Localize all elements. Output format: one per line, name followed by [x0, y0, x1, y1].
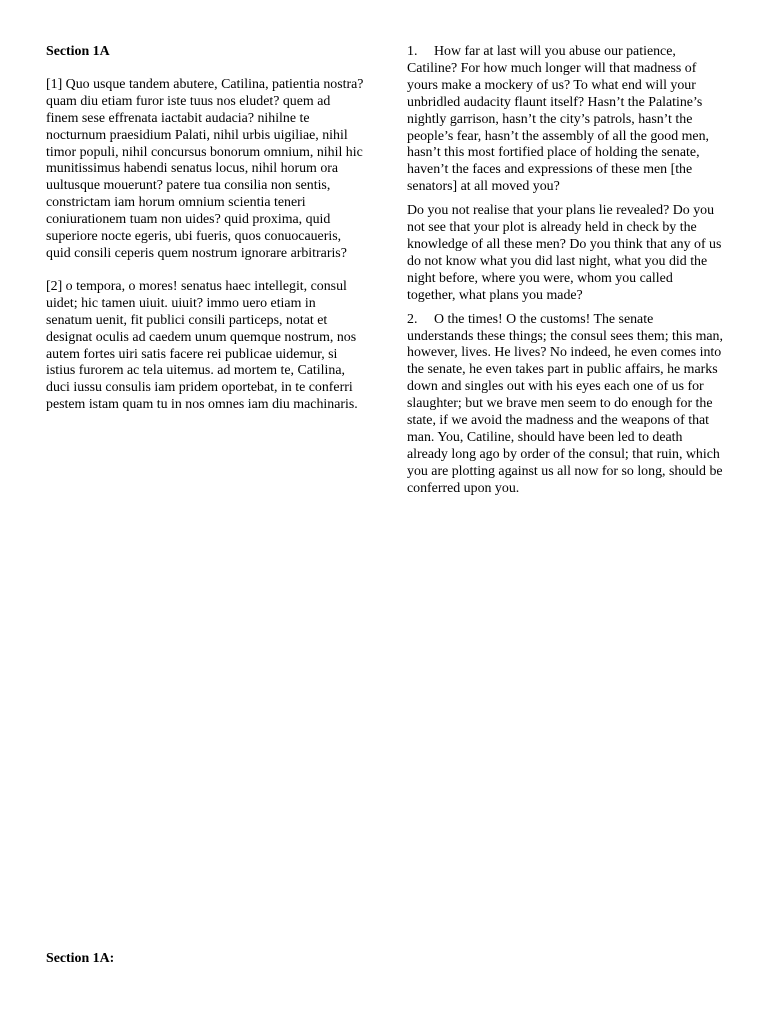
translation-paragraph-1-text: How far at last will you abuse our patience, Catiline? For how much longer will that madness of yours make a mockery of us? To what end will your unbridled audacity flaunt itself? Hasn’t the Palatine’s nightly garrison, hasn’t the city’s patrols, hasn’t the people’s fear, hasn’t the assembly of all the good men, hasn’t this most fortified place of holding the senate, haven’t the faces and expressions of these men [the senators] at all moved you? [407, 44, 709, 195]
section-heading: Section 1A [46, 44, 110, 59]
translation-paragraph-2: Do you not realise that your plans lie revealed? Do you not see that your plot is already held in check by the knowledge of all these men? Do you think that any of us do not know what you did last night, what you did the night before, where you were, whom you called together, what plans you made? [407, 203, 722, 303]
footer-section-heading: Section 1A: [46, 951, 115, 966]
translation-paragraph-3 [407, 312, 723, 498]
latin-paragraph-1: [1] Quo usque tandem abutere, Catilina, patientia nostra? quam diu etiam furor iste tuus nos eludet? quem ad finem sese effrenata iactabit audacia? nihilne te nocturnum praesidium Palati, nihil urbis uigiliae, nihil timor populi, nihil concursus bonorum omnium, nihil hic munitissimus habendi senatus locus, nihil horum ora uultusque mouerunt? patere tua consilia non sentis, constrictam iam horum omnium scientia teneri coniurationem tuam non uides? quid proxima, quid superiore nocte egeris, ubi fueris, quos conuocaueris, quid consili ceperis quem nostrum ignorare arbitraris? [46, 76, 364, 261]
translation-paragraph-1 [407, 44, 723, 196]
paragraph-number: 1. [407, 44, 418, 59]
paragraph-number: 2. [407, 311, 418, 327]
latin-text-column [46, 44, 364, 430]
translation-column [407, 44, 723, 505]
latin-paragraph-2: [2] o tempora, o mores! senatus haec intellegit, consul uidet; hic tamen uiuit. uiuit? immo uero etiam in senatum uenit, fit publici consili particeps, notat et designat oculis ad caedem unum quemque nostrum, nos autem fortes uiri satis facere rei publicae uidemur, si istius furorem ac tela uitemus. ad mortem te, Catilina, duci iussu consulis iam pridem oportebat, in te conferri pestem istam quam tu in nos omnes iam diu machinaris. [46, 278, 358, 413]
translation-paragraph-3-text: O the times! O the customs! The senate understands these things; the consul sees them; this man, however, lives. He lives? No indeed, he even comes into the senate, he even takes part in public affairs, he marks down and singles out with his eyes each one of us for slaughter; but we brave men seem to do enough for the state, if we avoid the madness and the weapons of that man. You, Catiline, should have been led to death already long ago by order of the consul; that ruin, which you are plotting against us all now for so long, should be conferred upon you. [407, 311, 723, 496]
